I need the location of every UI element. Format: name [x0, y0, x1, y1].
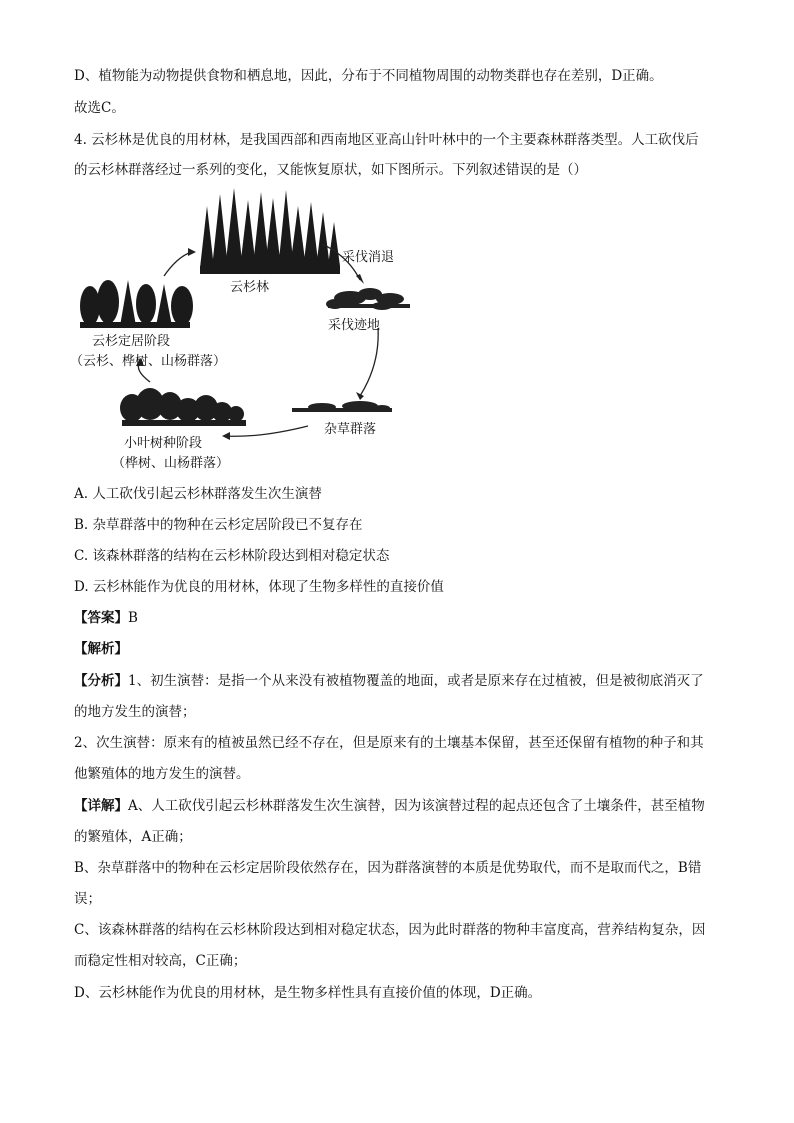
option-a: A. 人工砍伐引起云杉林群落发生次生演替 [74, 486, 322, 502]
xiangjie-line6: 而稳定性相对较高，C正确； [74, 953, 247, 969]
arrow-grass-to-smallleaf [226, 426, 308, 436]
label-small-leaf-stage: 小叶树种阶段 [124, 436, 203, 451]
grass-community-image [292, 401, 392, 412]
option-c: C. 该森林群落的结构在云杉林阶段达到相对稳定状态 [74, 548, 390, 564]
answer-line [74, 608, 138, 628]
analysis-tag: 【解析】 [74, 641, 128, 657]
question-4-line2: 的云杉林群落经过一系列的变化，又能恢复原状，如下图所示。下列叙述错误的是（） [74, 162, 587, 178]
small-leaf-trees-image [120, 388, 246, 426]
answer-tag: 【答案】 [74, 610, 128, 626]
clearing-image [326, 288, 410, 310]
arrow-settle-to-forest [164, 252, 192, 276]
xiangjie-line3: B、杂草群落中的物种在云杉定居阶段依然存在，因为群落演替的本质是优势取代，而不是取而代之，B错 [74, 860, 702, 876]
text-line: 故选C。 [74, 100, 125, 116]
spruce-settlement-image [80, 280, 193, 328]
option-b: B. 杂草群落中的物种在云杉定居阶段已不复存在 [74, 517, 363, 533]
answer-value: B [128, 610, 138, 626]
label-logging-retreat: 采伐消退 [342, 250, 395, 265]
succession-diagram [60, 186, 410, 476]
xiangjie-text: A、人工砍伐引起云杉林群落发生次生演替，因为该演替过程的起点还包含了土壤条件，甚至植物 [128, 798, 705, 814]
fenxi-tag: 【分析】 [74, 673, 128, 689]
xiangjie-line4: 误； [74, 891, 101, 907]
fenxi-line3: 2、次生演替：原来有的植被虽然已经不存在，但是原来有的土壤基本保留，甚至还保留有植物的种子和其 [74, 735, 704, 751]
arrow-clearing-to-grass [360, 328, 378, 396]
fenxi-text: 1、初生演替：是指一个从来没有被植物覆盖的地面，或者是原来存在过植被，但是被彻底消灭了 [128, 673, 704, 689]
fenxi-line2: 的地方发生的演替； [74, 704, 196, 720]
spruce-forest-image [200, 188, 340, 274]
option-d: D. 云杉林能作为优良的用材林，体现了生物多样性的直接价值 [74, 579, 444, 595]
xiangjie-line2: 的繁殖体，A正确； [74, 829, 192, 845]
text-line: D、植物能为动物提供食物和栖息地，因此，分布于不同植物周围的动物类群也存在差别，D正确。 [74, 68, 663, 84]
xiangjie-line1 [74, 796, 705, 816]
fenxi-line4: 他繁殖体的地方发生的演替。 [74, 766, 250, 782]
label-small-leaf-species: （桦树、山杨群落） [112, 456, 230, 471]
label-logging-clearing: 采伐迹地 [328, 318, 381, 333]
label-spruce-forest: 云杉林 [230, 280, 270, 295]
xiangjie-tag: 【详解】 [74, 798, 128, 814]
label-grass-community: 杂草群落 [324, 422, 377, 437]
fenxi-line1 [74, 671, 704, 691]
xiangjie-line7: D、云杉林能作为优良的用材林，是生物多样性具有直接价值的体现，D正确。 [74, 985, 542, 1001]
label-settlement-species: （云杉、桦树、山杨群落） [70, 354, 227, 369]
question-4-line1: 4. 云杉林是优良的用材林，是我国西部和西南地区亚高山针叶林中的一个主要森林群落类型。人工砍伐后 [74, 132, 699, 148]
xiangjie-line5: C、该森林群落的结构在云杉林阶段达到相对稳定状态，因为此时群落的物种丰富度高，营养结构复杂，因 [74, 922, 706, 938]
label-settlement-stage: 云杉定居阶段 [92, 334, 171, 349]
